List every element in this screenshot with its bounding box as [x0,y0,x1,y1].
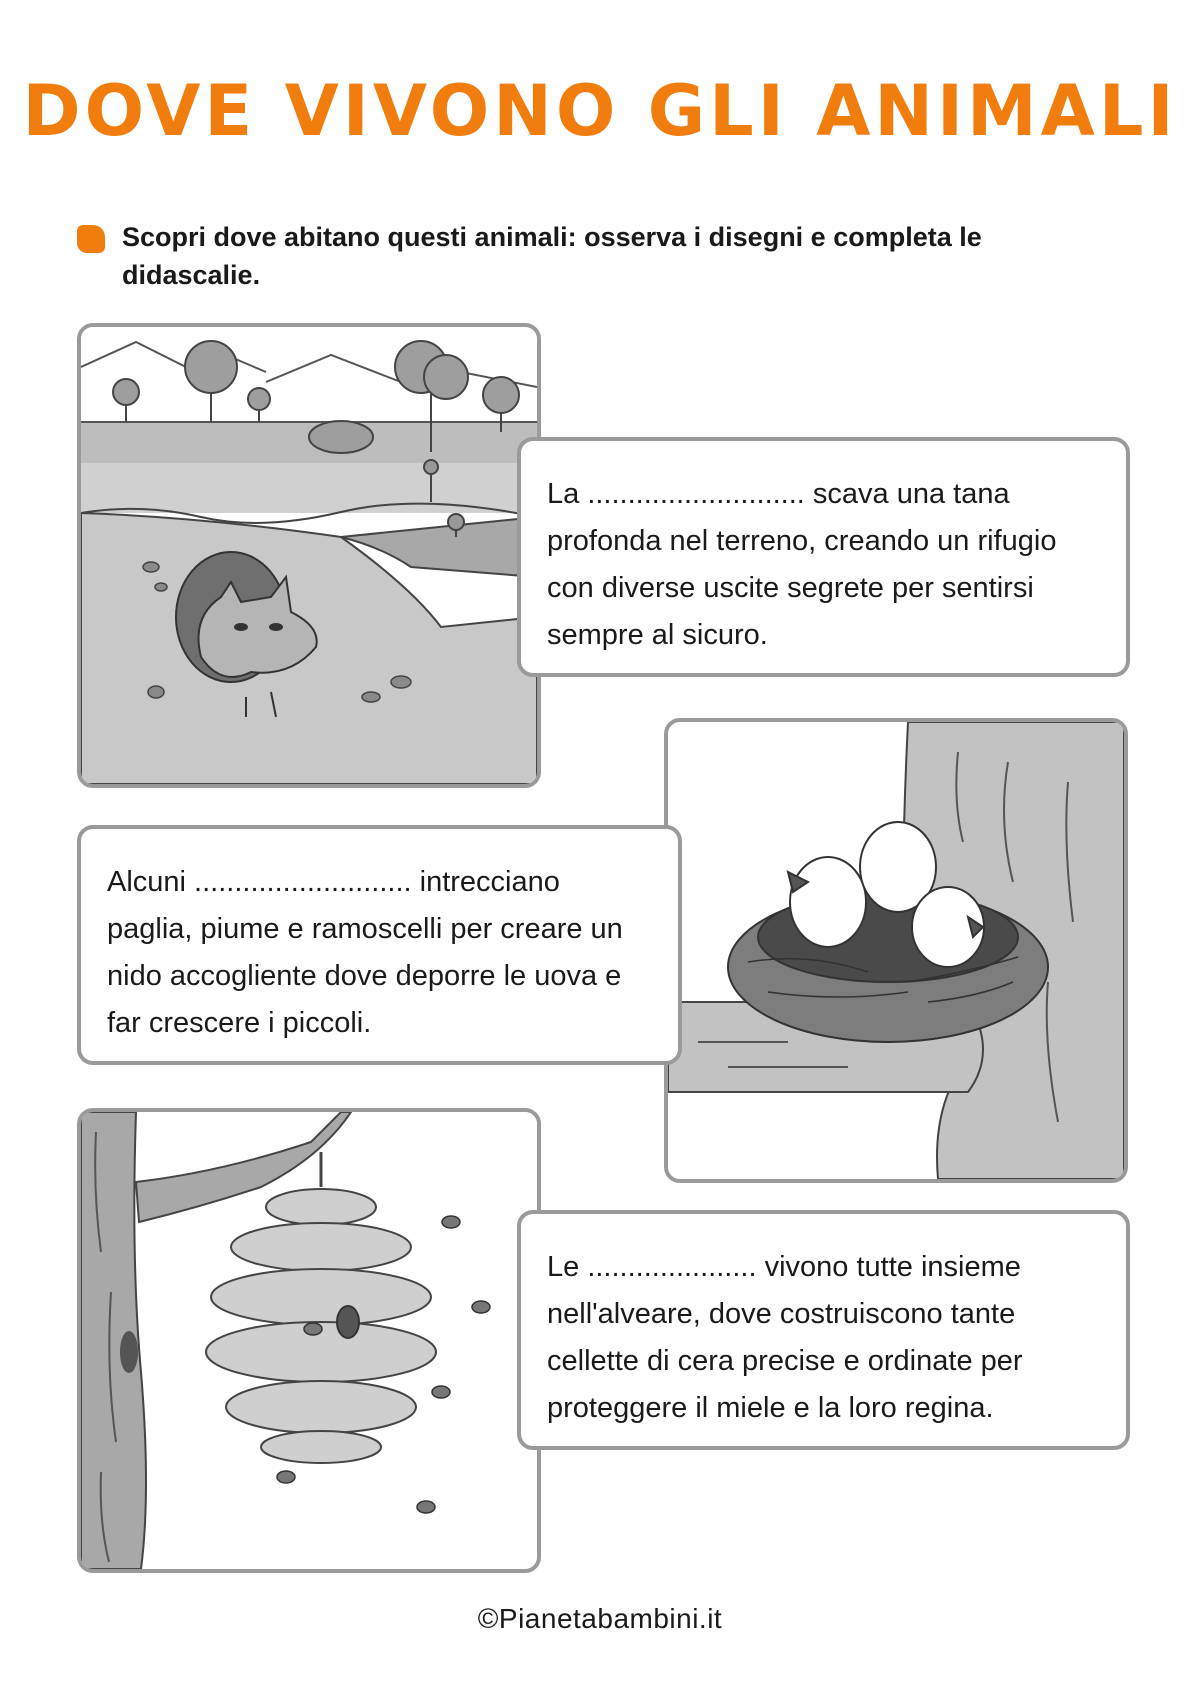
fox-caption: La ........................... scava una tana profonda nel terreno, creando un rifugio con diverse uscite segrete per sentirsi sempre al sicuro. [547,478,1057,651]
beehive-picture [77,1108,541,1573]
copyright-footer: ©Pianetabambini.it [477,1603,723,1634]
page-title: DOVE VIVONO GLI ANIMALI [22,70,1178,152]
instruction-text: Scopri dove abitano questi animali: osserva i disegni e completa le didascalie. [122,222,982,290]
bird-caption: Alcuni ........................... intrecciano paglia, piume e ramoscelli per creare un nido accogliente dove deporre le uova e far crescere i piccoli. [107,866,623,1039]
fox-caption-box [517,437,1130,677]
bird-caption-box [77,825,682,1065]
bird-icon [668,722,1124,1179]
fox-burrow-picture [77,323,541,788]
bee-caption: Le ..................... vivono tutte insieme nell'alveare, dove costruiscono tante cellette di cera precise e ordinate per proteggere il miele e la loro regina. [547,1251,1023,1424]
bee-caption-box [517,1210,1130,1450]
fox-icon [81,327,537,784]
instruction-bullet-icon [77,225,105,253]
bird-nest-picture [664,718,1128,1183]
beehive-icon [81,1112,537,1569]
